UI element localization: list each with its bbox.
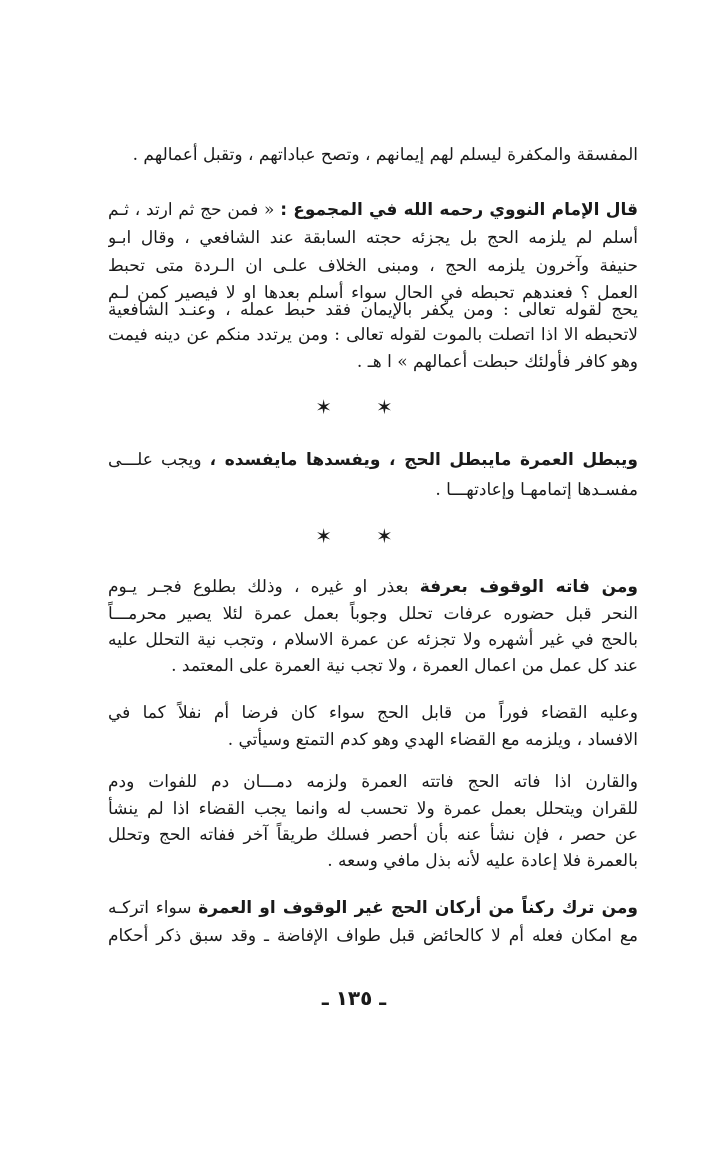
paragraph-4-heading: ومن فاته الوقوف بعرفة [419, 577, 638, 597]
paragraph-2-line-2: أسلم لم يلزمه الحج بل يجزئه حجته السابقة عند الشافعي ، وقال ابـو [108, 228, 638, 248]
paragraph-5-line-1: وعليه القضاء فوراً من قابل الحج سواء كان فرضا أم نفلاً كما في [108, 703, 638, 723]
paragraph-7-heading: ومن ترك ركناً من أركان الحج غير الوقوف او العمرة [198, 898, 638, 918]
star-ornament: ✶ [376, 395, 393, 419]
star-ornament: ✶ [376, 524, 393, 548]
paragraph-3-line-1-text: ويجب علـــى [108, 450, 202, 470]
paragraph-4-line-4: عند كل عمل من اعمال العمرة ، ولا تجب نية العمرة على المعتمد . [171, 656, 638, 676]
paragraph-3-line-2: مفسـدها إتمامهـا وإعادتهـــا . [435, 480, 638, 500]
paragraph-2-line-5: يحج لقوله تعالى : ومن يكفر بالإيمان فقد حبط عمله ، وعنـد الشافعية [108, 300, 638, 320]
paragraph-4-line-2: النحر قبل حضوره عرفات تحلل وجوباً بعمل عمرة لئلا يصير محرمـــاً [108, 604, 638, 624]
paragraph-4-line-1-text: بعذر او غيره ، وذلك بطلوع فجـر يـوم [108, 577, 409, 597]
paragraph-3-heading: ويبطل العمرة مايبطل الحج ، ويفسدها مايفسده ، [209, 450, 638, 470]
paragraph-2-heading: قال الإمام النووي رحمه الله في المجموع : [280, 200, 638, 220]
paragraph-7-line-1-text: سواء اتركـه [108, 898, 192, 918]
paragraph-2-line-7: وهو كافر فأولئك حبطت أعمالهم » ا هـ . [356, 352, 638, 372]
paragraph-7-line-1 [108, 895, 638, 921]
paragraph-6-line-4: بالعمرة فلا إعادة عليه لأنه بذل مافي وسعه . [327, 851, 638, 871]
star-ornament: ✶ [315, 395, 332, 419]
paragraph-4-line-1 [108, 574, 638, 600]
paragraph-2-line-4: العمل ؟ فعندهم تحبطه في الحال سواء أسلم بعدها او لا فيصير كمن لـم [108, 283, 638, 303]
star-ornament: ✶ [315, 524, 332, 548]
paragraph-6-line-2: للقران ويتحلل بعمل عمرة ولا تحسب له وانما يجب القضاء اذا لم ينشأ [108, 799, 638, 819]
section-separator-2 [0, 524, 708, 548]
section-separator-1 [0, 395, 708, 419]
paragraph-2-line-6: لاتحبطه الا اذا اتصلت بالموت لقوله تعالى : ومن يرتدد منكم عن دينه فيمت [108, 325, 638, 345]
page-number: ـ ١٣٥ ـ [321, 986, 387, 1010]
paragraph-6-line-1: والقارن اذا فاته الحج فاتته العمرة ولزمه دمـــان دم للفوات ودم [108, 772, 638, 792]
paragraph-2-line-3: حنيفة وآخرون يلزمه الحج ، ومبنى الخلاف علـى ان الـردة متى تحبط [108, 256, 638, 276]
paragraph-4-line-3: بالحج في غير أشهره ولا تجزئه عن عمرة الاسلام ، وتجب نية التحلل عليه [108, 630, 638, 650]
paragraph-3-line-1 [108, 447, 638, 473]
paragraph-5-line-2: الافساد ، ويلزمه مع القضاء الهدي وهو كدم التمتع وسيأتي . [227, 730, 638, 750]
paragraph-7-line-2: مع امكان فعله أم لا كالحائض قبل طواف الإفاضة ـ وقد سبق ذكر أحكام [108, 926, 638, 946]
paragraph-6-line-3: عن حصر ، فإن نشأ عنه بأن أحصر فسلك طريقاً آخر ففاته الحج وتحلل [108, 825, 638, 845]
paragraph-1-line-1: المفسقة والمكفرة ليسلم لهم إيمانهم ، وتصح عباداتهم ، وتقبل أعمالهم . [132, 145, 638, 165]
paragraph-2-line-1 [108, 197, 638, 223]
paragraph-2-line-1-text: « فمن حج ثم ارتد ، ثـم [108, 200, 275, 220]
